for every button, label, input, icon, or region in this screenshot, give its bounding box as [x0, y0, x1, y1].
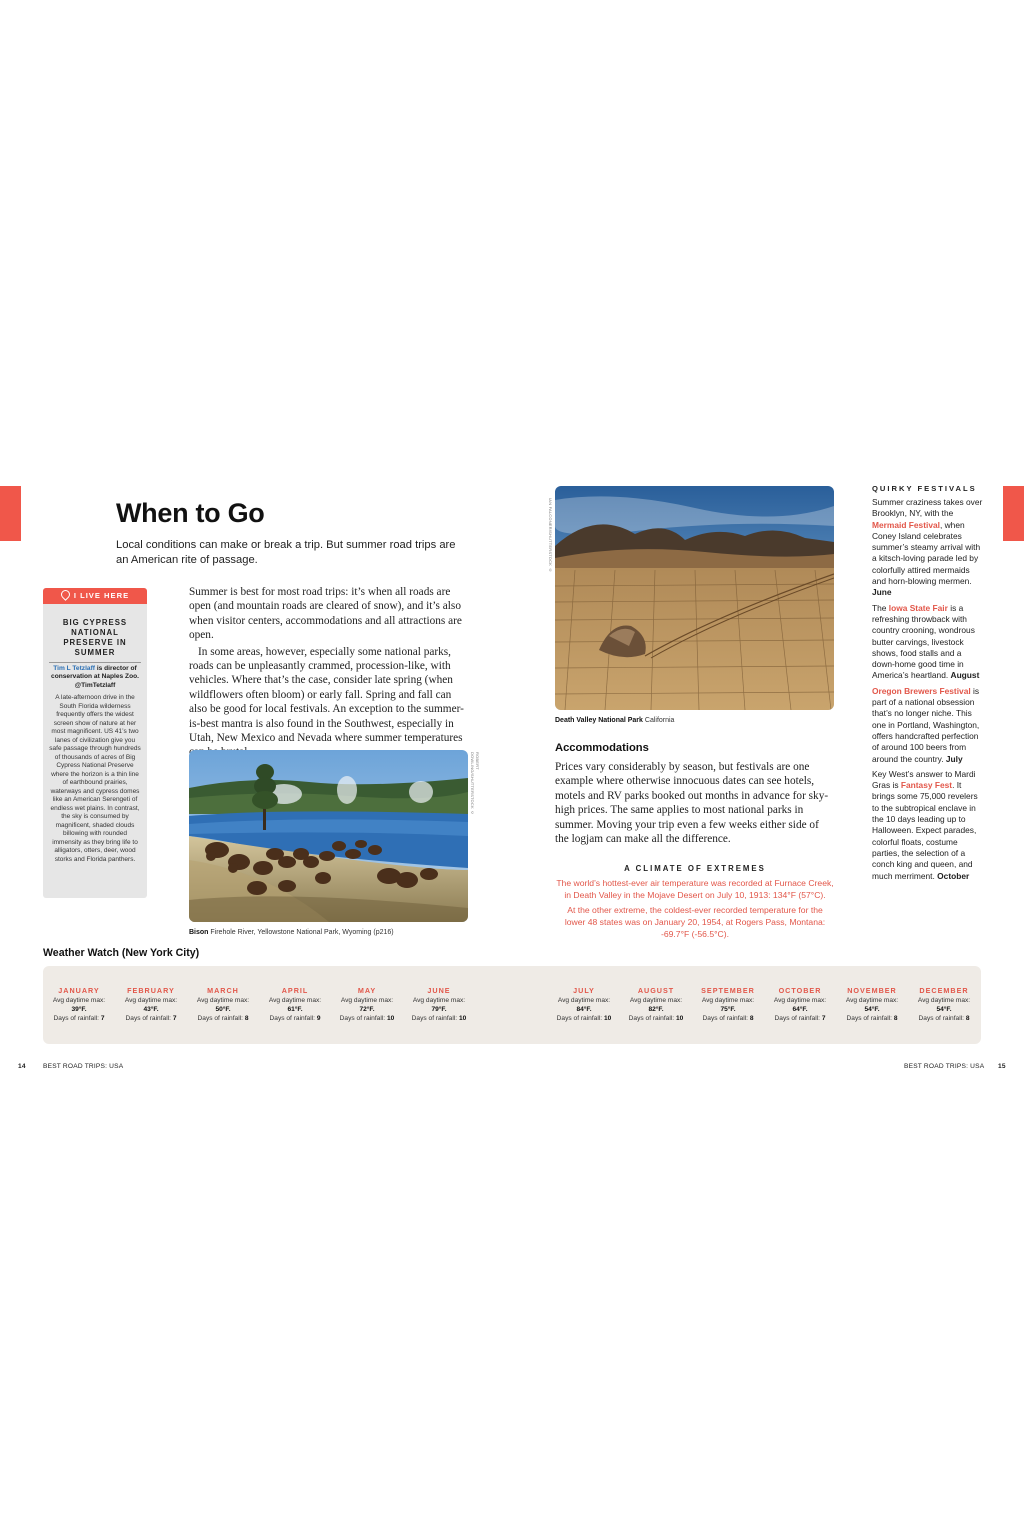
weather-month-october: [767, 986, 833, 1024]
left-edge-tab: [0, 486, 21, 541]
max-temp-value: 64°F.: [792, 1006, 808, 1014]
bison-photo-caption: [189, 929, 394, 936]
max-temp-value: 72°F.: [359, 1006, 375, 1014]
festival-name: Mermaid Festival: [872, 519, 940, 530]
weather-watch-panel: [43, 966, 981, 1044]
festival-description: , when Coney Island celebrates summer’s steamy arrival with a kitsch-loving parade led by colorfully attired mermaids and horn-blowing mermen.: [872, 519, 981, 587]
footer-left-page-number: 14: [18, 1063, 26, 1070]
max-temp-label: Avg daytime max:: [845, 997, 899, 1004]
festival-name: Iowa State Fair: [888, 602, 948, 613]
festival-item: [872, 769, 984, 882]
bison-photo: [189, 750, 468, 922]
author-handle: @TimTetzlaff: [74, 681, 116, 689]
weather-month-march: [190, 986, 256, 1024]
climate-heading: A CLIMATE OF EXTREMES: [624, 864, 766, 873]
body-paragraph-2: In some areas, however, especially some national parks, roads can be unpleasantly crammed, procession-like, with vehicles. Where that’s the case, consider late spring (when wildflowers often bloom) or early fall. Spring and fall can also be good for local festivals. An exception to the summer-is-best mantra is also found in the Southwest, especially in Utah, New Mexico and Nevada where summer temperatures: [189, 645, 464, 745]
rainfall-line: Days of rainfall: 8: [918, 1015, 970, 1023]
festivals-heading: QUIRKY FESTIVALS: [872, 484, 977, 493]
max-temp-label: Avg daytime max:: [340, 997, 394, 1004]
author-name: Tim L Tetzlaff: [53, 665, 95, 672]
festival-intro: The: [872, 602, 889, 613]
rainfall-line: Days of rainfall: 10: [411, 1015, 467, 1023]
max-temp-label: Avg daytime max:: [629, 997, 683, 1004]
max-temp-label: Avg daytime max:: [917, 997, 971, 1004]
rainfall-line: Days of rainfall: 8: [846, 1015, 898, 1023]
footer-right-page-number: 15: [998, 1063, 1006, 1070]
body-paragraph-1: Summer is best for most road trips: it’s when all roads are open (and mountain roads are cleared of snow), and it’s also when visitor centers, accommodations and all attractions are open.: [189, 586, 462, 642]
footer-right-title: BEST ROAD TRIPS: USA: [904, 1063, 985, 1070]
weather-month-july: [551, 986, 617, 1024]
month-name: SEPTEMBER: [701, 986, 755, 995]
rainfall-line: Days of rainfall: 7: [53, 1015, 105, 1023]
festival-item: [872, 603, 984, 682]
accommodations-heading: Accommodations: [555, 742, 649, 754]
location-pin-icon: [59, 588, 72, 601]
festivals-list: [872, 497, 984, 886]
author-role: is director of conservation at Naples Zoo.: [51, 665, 139, 681]
max-temp-label: Avg daytime max:: [701, 997, 755, 1004]
death-valley-photo-credit: IAN FALCONER/SHUTTERSTOCK ©: [548, 498, 553, 573]
i-live-here-text: A late-afternoon drive in the South Florida wilderness frequently offers the widest screen show of nature at her most magnificent. US 41’s two lanes of civilization give you safe passage through hundreds of thousands of acres of Big Cypress National Preserve where the horizon is a thin line of earthbound prairies, waterways and cypress domes like an American Serengeti of endless wet plains. In contrast, the sky is consumed by magnificent, shaded clouds billowing with rounded immensity as they bring life to alligators, otters, deer, wood storks and Florida panthers.: [49, 694, 141, 863]
festival-month: October: [937, 870, 970, 881]
climate-paragraph-1: The world’s hottest-ever air temperature was recorded at Furnace Creek, in Death Valley in the Mojave Desert on July 10, 1913: 134°F (57°C).: [556, 878, 834, 901]
max-temp-label: Avg daytime max:: [557, 997, 611, 1004]
weather-watch-title: Weather Watch (New York City): [43, 947, 200, 959]
month-name: DECEMBER: [919, 986, 969, 995]
weather-month-january: [46, 986, 112, 1024]
weather-month-april: [262, 986, 328, 1024]
festival-intro: Summer craziness takes over Brooklyn, NY, with the: [872, 497, 983, 519]
month-name: JUNE: [427, 986, 451, 995]
i-live-here-header: [43, 588, 147, 604]
month-name: NOVEMBER: [847, 986, 897, 995]
festival-intro: Key West’s answer to Mardi Gras is: [872, 768, 976, 791]
max-temp-value: 43°F.: [143, 1006, 159, 1014]
festival-name: Oregon Brewers Festival: [872, 685, 971, 696]
max-temp-value: 39°F.: [71, 1006, 87, 1014]
max-temp-value: 75°F.: [720, 1006, 736, 1014]
max-temp-value: 50°F.: [215, 1006, 231, 1014]
max-temp-value: 82°F.: [648, 1006, 664, 1014]
weather-month-november: [839, 986, 905, 1024]
weather-month-december: [911, 986, 977, 1024]
festival-month: July: [945, 753, 963, 764]
page-title: When to Go: [116, 498, 265, 528]
footer-left-title: BEST ROAD TRIPS: USA: [43, 1063, 124, 1070]
max-temp-label: Avg daytime max:: [124, 997, 178, 1004]
weather-month-june: [406, 986, 472, 1024]
festival-month: June: [872, 587, 892, 598]
festival-description: is a refreshing throwback with country crooning, wondrous butter carvings, livestock shows, food stalls and a down-home good time in America’s heartland.: [872, 602, 975, 681]
festival-description: is part of a national obsession that’s no longer niche. This one in Portland, Washington, offers handcrafted perfection of around 100 beers from around the country.: [872, 685, 980, 764]
bison-caption-text: Firehole River, Yellowstone National Park, Wyoming (p216): [208, 929, 394, 936]
max-temp-label: Avg daytime max:: [268, 997, 322, 1004]
month-name: MARCH: [207, 986, 239, 995]
max-temp-label: Avg daytime max:: [773, 997, 827, 1004]
i-live-here-label: I LIVE HERE: [73, 591, 130, 600]
intro-text: Local conditions can make or break a trip. But summer road trips are an American rite of passage.: [116, 539, 456, 566]
max-temp-label: Avg daytime max:: [412, 997, 466, 1004]
max-temp-value: 84°F.: [576, 1006, 592, 1014]
month-name: MAY: [357, 986, 377, 995]
weather-month-september: [695, 986, 761, 1024]
rainfall-line: Days of rainfall: 7: [125, 1015, 177, 1023]
right-edge-tab: [1003, 486, 1024, 541]
rainfall-line: Days of rainfall: 9: [269, 1015, 321, 1023]
rainfall-line: Days of rainfall: 10: [628, 1015, 684, 1023]
month-name: JULY: [573, 986, 595, 995]
max-temp-value: 79°F.: [431, 1006, 447, 1014]
rainfall-line: Days of rainfall: 10: [339, 1015, 395, 1023]
weather-month-may: [334, 986, 400, 1024]
death-valley-photo: [555, 486, 834, 710]
i-live-here-box: [43, 588, 147, 898]
accommodations-text: Prices vary considerably by season, but festivals are one example where otherwise innocuous dates can see hotels, motels and RV parks booked out months in advance for sky-high prices. The same applies to most national parks in summer. Moving your trip even a few weeks either side of the logjam can make all the difference.: [555, 761, 829, 846]
rainfall-line: Days of rainfall: 8: [702, 1015, 754, 1023]
max-temp-value: 54°F.: [936, 1006, 952, 1014]
i-live-here-title: BIG CYPRESS NATIONAL PRESERVE IN SUMMER: [62, 618, 128, 657]
main-body-text: [189, 585, 471, 762]
bison-photo-credit: ROBERT DOWLING/SHUTTERSTOCK ©: [470, 752, 480, 816]
death-valley-photo-caption: [555, 717, 674, 724]
climate-paragraph-2: At the other extreme, the coldest-ever recorded temperature for the lower 48 states was on January 20, 1954, at Rogers Pass, Montana: -69.7°F (-56.5°C).: [564, 905, 826, 940]
month-name: FEBRUARY: [127, 986, 175, 995]
weather-month-august: [623, 986, 689, 1024]
bison-caption-title: Bison: [189, 929, 209, 936]
death-valley-caption-title: Death Valley National Park: [555, 717, 643, 724]
festival-name: Fantasy Fest: [900, 780, 953, 791]
month-name: APRIL: [281, 986, 309, 995]
max-temp-value: 61°F.: [287, 1006, 303, 1014]
rainfall-line: Days of rainfall: 10: [556, 1015, 612, 1023]
festival-month: August: [950, 670, 980, 681]
death-valley-caption-text: California: [642, 717, 675, 724]
month-name: OCTOBER: [778, 986, 822, 995]
rainfall-line: Days of rainfall: 8: [197, 1015, 249, 1023]
month-name: AUGUST: [637, 986, 675, 995]
weather-month-february: [118, 986, 184, 1024]
max-temp-label: Avg daytime max:: [196, 997, 250, 1004]
month-name: JANUARY: [58, 986, 100, 995]
festival-description: . It brings some 75,000 revelers to the subtropical enclave in the 10 days leading up to Halloween. Expect parades, colorful floats, costume parties, the selection of a conch king and queen, and much merriment.: [872, 780, 978, 881]
festival-item: [872, 497, 984, 599]
i-live-here-author: [49, 665, 141, 690]
max-temp-value: 54°F.: [864, 1006, 880, 1014]
rainfall-line: Days of rainfall: 7: [774, 1015, 826, 1023]
max-temp-label: Avg daytime max:: [52, 997, 106, 1004]
i-live-here-divider: [49, 662, 141, 663]
festival-item: [872, 686, 984, 765]
